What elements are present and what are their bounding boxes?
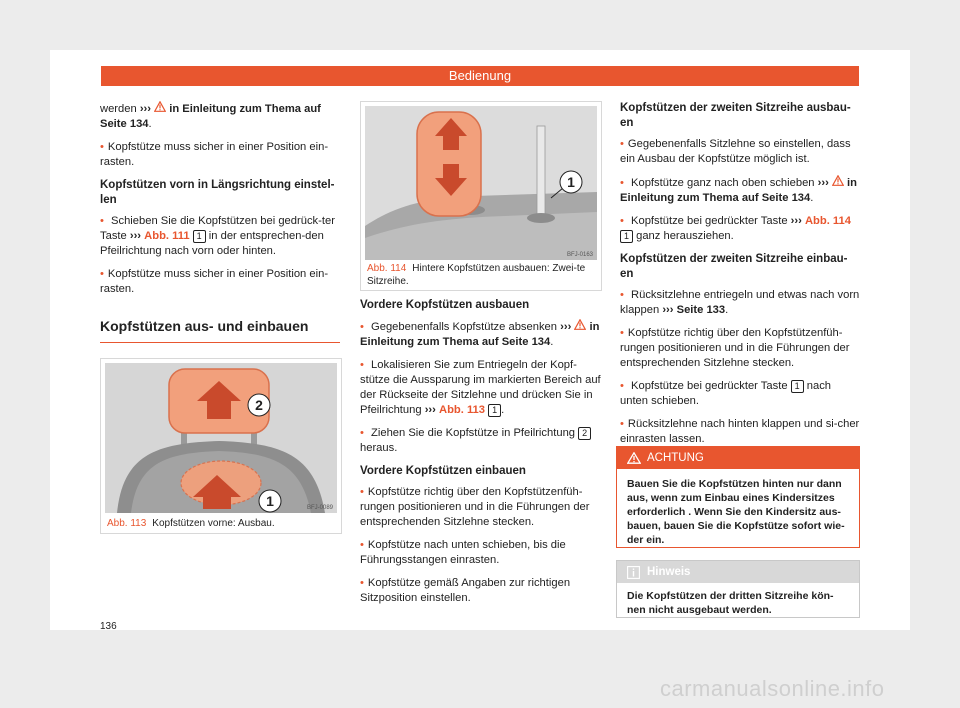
cross-reference[interactable]: in Einleitung zum Thema auf Seite 134 — [620, 177, 857, 204]
warning-triangle-icon — [574, 319, 586, 330]
figure-code: BFJ-0163 — [566, 252, 593, 258]
list-item: • Rücksitzlehne nach hinten klappen und si-cher einrasten lassen. — [620, 417, 860, 447]
list-item: • Gegebenenfalls Kopfstütze absenken ››› in Einleitung zum Thema auf Seite 134. — [360, 319, 602, 350]
warning-triangle-icon — [832, 175, 844, 186]
subheading: Kopfstützen der zweiten Sitzreihe einbau-en — [620, 253, 848, 280]
list-item: • Gegebenenfalls Sitzlehne so einstellen, dass ein Ausbau der Kopfstütze möglich ist. — [620, 137, 860, 167]
figure-link[interactable]: Abb. 113 — [438, 404, 485, 416]
list-item: • Kopfstütze richtig über den Kopfstützenfüh-rungen positionieren und in die Führungen der entsprechenden Sitzlehne stecken. — [360, 485, 602, 530]
list-item: • Kopfstütze gemäß Angaben zur richtigen Sitzposition einstellen. — [360, 576, 602, 606]
subheading: Vordere Kopfstützen ausbauen — [360, 299, 530, 311]
figure-114-image — [365, 106, 597, 260]
column-3 — [620, 101, 860, 455]
figure-code: BFJ-0089 — [306, 505, 333, 511]
figure-114 — [360, 101, 602, 291]
list-item: • Kopfstütze richtig über den Kopfstützenfüh-rungen positionieren und in die Führungen der entsprechenden Sitzlehne stecken. — [620, 326, 860, 371]
figure-callout-1: 1 — [266, 493, 274, 509]
subheading: Vordere Kopfstützen einbauen — [360, 465, 526, 477]
note-title: Hinweis — [647, 566, 691, 578]
callout-number: 1 — [620, 230, 633, 243]
warning-text: Bauen Sie die Kopfstützen hinten nur dann aus, wenn zum Einbau eines Kindersitzes erforderlich . Wenn Sie den Kindersitz aus-bauen, bauen Sie die Kopfstütze sofort wie-der ein. — [627, 478, 845, 546]
cross-reference[interactable]: in Einleitung zum Thema auf Seite 134 — [100, 103, 321, 130]
warning-triangle-icon — [154, 101, 166, 112]
callout-number: 1 — [791, 380, 804, 393]
figure-callout-2: 2 — [255, 397, 263, 413]
figure-callout-1: 1 — [567, 174, 575, 190]
figure-caption: Abb. 114 Hintere Kopfstützen ausbauen: Zwei-te Sitzreihe. — [367, 263, 586, 287]
list-item: • Ziehen Sie die Kopfstütze in Pfeilrichtung 2 heraus. — [360, 426, 602, 456]
list-item: • Kopfstütze nach unten schieben, bis die Führungsstangen einrasten. — [360, 538, 602, 568]
watermark: carmanualsonline.info — [660, 676, 885, 701]
note-text: Die Kopfstützen der dritten Sitzreihe kön-nen nicht ausgebaut werden. — [627, 590, 834, 616]
info-icon — [627, 566, 640, 579]
list-item: • Kopfstütze muss sicher in einer Position ein-rasten. — [100, 267, 340, 297]
cross-reference[interactable]: Seite 133 — [676, 304, 726, 316]
column-1: werden ››› in Einleitung zum Thema auf Seite 134. • Kopfstütze muss sicher in einer Position ein-rasten. Kopfstützen vorn in Längsrichtung einstel-len • Schieben Sie die Kopfstützen bei gedrück-ter Taste ››› Abb. 111 1 in der entsprechen-den Pfeilrichtung nach vorn oder hinten. • Kopfstütze muss sicher in einer Position ein-rasten. Kopfstützen aus- und einbauen — [100, 101, 340, 343]
page-header: Bedienung — [101, 66, 859, 86]
page-number: 136 — [100, 621, 117, 632]
figure-113-image — [105, 363, 337, 513]
callout-number: 1 — [193, 230, 206, 243]
warning-title: ACHTUNG — [647, 452, 704, 464]
figure-caption: Abb. 113 Kopfstützen vorne: Ausbau. — [107, 518, 275, 529]
list-item: • Lokalisieren Sie zum Entriegeln der Kopf-stütze die Aussparung im markierten Bereich auf der Rückseite der Sitzlehne und drücken Sie in Pfeilrichtung ››› Abb. 113 1 . — [360, 358, 602, 418]
section-title: Kopfstützen aus- und einbauen — [100, 318, 309, 334]
figure-113 — [100, 358, 342, 534]
warning-header — [617, 447, 859, 469]
figure-link[interactable]: Abb. 114 — [804, 215, 851, 227]
list-item: • Kopfstütze ganz nach oben schieben ››› in Einleitung zum Thema auf Seite 134. — [620, 175, 860, 206]
list-item: • Kopfstütze muss sicher in einer Position ein-rasten. — [100, 140, 340, 170]
list-item: • Kopfstütze bei gedrückter Taste ››› Abb. 114 1 ganz herausziehen. — [620, 214, 860, 244]
list-item: • Schieben Sie die Kopfstützen bei gedrück-ter Taste ››› Abb. 111 1 in der entsprechen-den Pfeilrichtung nach vorn oder hinten. — [100, 214, 340, 259]
warning-triangle-icon — [627, 452, 641, 464]
warning-box — [616, 446, 860, 548]
column-2 — [360, 298, 602, 614]
note-box — [616, 560, 860, 618]
note-header — [617, 561, 859, 583]
section-divider — [100, 342, 340, 343]
cross-reference[interactable]: in Einleitung zum Thema auf Seite 134 — [360, 321, 600, 348]
subheading: Kopfstützen der zweiten Sitzreihe ausbau-en — [620, 102, 851, 129]
figure-link[interactable]: Abb. 111 — [144, 230, 190, 242]
subheading: Kopfstützen vorn in Längsrichtung einstel-len — [100, 179, 335, 206]
callout-number: 1 — [488, 404, 501, 417]
list-item: • Kopfstütze bei gedrückter Taste 1 nach unten schieben. — [620, 379, 860, 409]
callout-number: 2 — [578, 427, 591, 440]
list-item: • Rücksitzlehne entriegeln und etwas nach vorn klappen ››› Seite 133. — [620, 288, 860, 318]
